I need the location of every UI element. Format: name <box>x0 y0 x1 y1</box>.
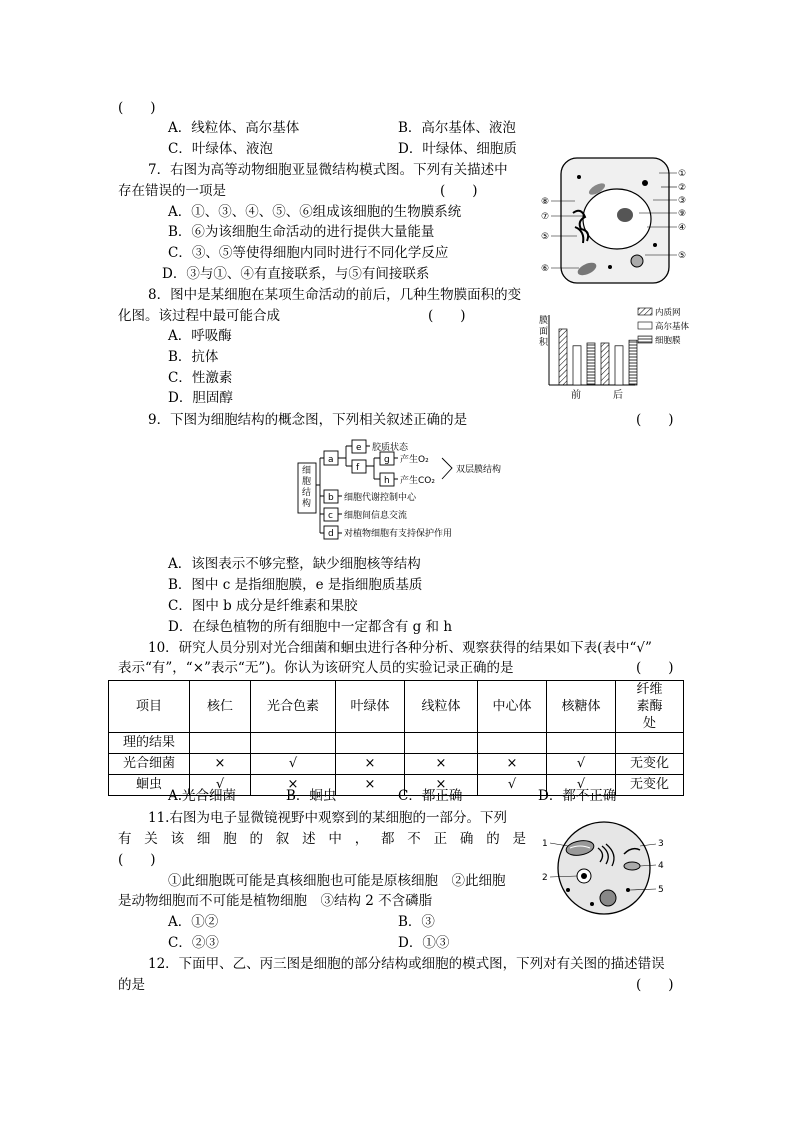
q8-stem-2: 化图。该过程中最可能合成 <box>118 308 280 324</box>
svg-text:3: 3 <box>658 839 664 849</box>
animal-cell-figure <box>535 155 695 290</box>
node-d: d <box>328 529 334 539</box>
chart-legend <box>638 307 690 346</box>
table-cell <box>405 733 478 754</box>
table-cell: 理的结果 <box>109 733 190 754</box>
legend-item-membrane: 细胞膜 <box>655 336 681 346</box>
q11-option-d: D．①③ <box>398 935 450 951</box>
svg-text:④: ④ <box>678 223 687 233</box>
q7-option-a: A．①、③、④、⑤、⑥组成该细胞的生物膜系统 <box>168 204 462 220</box>
q10-option-d: D．都不正确 <box>538 788 617 804</box>
table-cell: √ <box>547 754 616 775</box>
bar-1-0 <box>573 346 581 385</box>
q8-paren: ( ) <box>428 308 466 324</box>
q8-option-a: A．呼吸酶 <box>168 328 232 344</box>
bar-0-0 <box>559 329 567 385</box>
q11-option-b: B．③ <box>398 914 435 930</box>
table-cell: × <box>251 775 336 796</box>
node-b: b <box>328 493 334 503</box>
q12-stem-2: 的是 <box>118 977 145 993</box>
concept-root <box>302 465 311 509</box>
svg-text:2: 2 <box>542 873 548 883</box>
q6-option-c: C．叶绿体、液泡 <box>168 141 273 157</box>
q7-stem-2: 存在错误的一项是 <box>118 183 226 199</box>
q9-stem: 9．下图为细胞结构的概念图，下列相关叙述正确的是 <box>148 412 468 428</box>
table-cell <box>478 733 547 754</box>
table-cell: 光合细菌 <box>109 754 190 775</box>
table-cell: √ <box>190 775 251 796</box>
x-tick-before: 前 <box>571 390 581 401</box>
node-a: a <box>328 455 334 465</box>
h-desc: 产生CO₂ <box>400 476 435 486</box>
svg-text:细: 细 <box>302 466 312 476</box>
header-cell: 中心体 <box>478 681 547 733</box>
table-cell <box>616 733 684 754</box>
table-cell: × <box>190 754 251 775</box>
table-cell: 无变化 <box>616 775 684 796</box>
bar-1-1 <box>615 346 623 385</box>
svg-text:结: 结 <box>302 488 312 498</box>
q7-option-c: C．③、⑤等使得细胞内同时进行不同化学反应 <box>168 245 449 261</box>
nucleolus <box>617 208 633 222</box>
q6-option-b: B．高尔基体、液泡 <box>398 120 516 136</box>
bar-0-1 <box>601 343 609 385</box>
b-desc: 细胞代谢控制中心 <box>344 493 417 503</box>
table-cell: √ <box>547 775 616 796</box>
table-cell: √ <box>251 754 336 775</box>
header-cell: 叶绿体 <box>336 681 405 733</box>
q6-paren: ( ) <box>118 100 156 116</box>
table-cell <box>251 733 336 754</box>
q8-option-b: B．抗体 <box>168 349 219 365</box>
q9-option-b: B．图中 c 是指细胞膜，e 是指细胞质基质 <box>168 577 423 593</box>
table-header-row <box>109 681 684 733</box>
q11-stem-2: 有关该细胞的叙述中，都不正确的是 <box>118 831 526 847</box>
node-g: g <box>384 455 390 465</box>
q7-option-d: D．③与①、④有直接联系，与⑤有间接联系 <box>162 266 430 282</box>
table-cell: × <box>336 754 405 775</box>
q10-option-b: B．蛔虫 <box>286 788 337 804</box>
q7-option-b: B．⑥为该细胞生命活动的进行提供大量能量 <box>168 224 435 240</box>
table-row <box>109 754 684 775</box>
svg-text:⑤: ⑤ <box>678 251 687 261</box>
table-cell: × <box>336 775 405 796</box>
header-cell: 线粒体 <box>405 681 478 733</box>
q8-stem-1: 8．图中是某细胞在某项生命活动的前后，几种生物膜面积的变 <box>148 287 522 303</box>
q6-option-a: A．线粒体、高尔基体 <box>168 120 300 136</box>
svg-text:胞: 胞 <box>302 477 312 487</box>
table-row <box>109 733 684 754</box>
gh-desc: 双层膜结构 <box>456 465 502 475</box>
y-axis-label <box>539 314 549 348</box>
q10-stem-2: 表示“有”，“×”表示“无”)。你认为该研究人员的实验记录正确的是 <box>118 660 514 676</box>
cell-structure-concept-map <box>296 435 536 545</box>
q11-stem-1: 11.右图为电子显微镜视野中观察到的某细胞的一部分。下列 <box>148 810 507 826</box>
nucleus <box>583 189 651 249</box>
q12-stem-1: 12．下面甲、乙、丙三图是细胞的部分结构或细胞的模式图，下列对有关图的描述错误 <box>148 956 665 972</box>
q12-paren: ( ) <box>636 977 674 993</box>
table-cell: 蛔虫 <box>109 775 190 796</box>
svg-text:⑨: ⑨ <box>678 209 687 219</box>
q9-option-d: D．在绿色植物的所有细胞中一定都含有 g 和 h <box>168 619 453 635</box>
header-cell: 光合色素 <box>251 681 336 733</box>
q10-option-c: C．都正确 <box>398 788 463 804</box>
legend-item-er: 内质网 <box>655 308 681 318</box>
experiment-table <box>108 680 684 796</box>
svg-text:③: ③ <box>678 196 687 206</box>
bar-2-1 <box>629 340 637 385</box>
header-cell: 项目 <box>109 681 190 733</box>
svg-text:⑦: ⑦ <box>541 212 550 222</box>
legend-item-golgi: 高尔基体 <box>655 322 690 332</box>
q11-statement-2: 是动物细胞而不可能是植物细胞 ③结构 2 不含磷脂 <box>118 893 433 909</box>
electron-micrograph-figure <box>540 818 670 918</box>
g-desc: 产生O₂ <box>400 455 429 465</box>
q7-stem-1: 7．右图为高等动物细胞亚显微结构模式图。下列有关描述中 <box>148 162 508 178</box>
table-cell <box>190 733 251 754</box>
node-h: h <box>384 476 390 486</box>
q11-paren: ( ) <box>118 852 156 868</box>
q11-option-c: C．②③ <box>168 935 219 951</box>
node-c: c <box>328 511 333 521</box>
table-cell: × <box>478 754 547 775</box>
q9-option-c: C．图中 b 成分是纤维素和果胶 <box>168 598 358 614</box>
table-cell <box>547 733 616 754</box>
table-cell: 无变化 <box>616 754 684 775</box>
header-cell: 核仁 <box>190 681 251 733</box>
svg-text:1: 1 <box>542 839 548 849</box>
q10-paren: ( ) <box>636 660 674 676</box>
svg-text:5: 5 <box>658 885 664 895</box>
node-f: f <box>356 463 360 473</box>
svg-text:积: 积 <box>539 338 549 348</box>
header-cell: 纤维素酶处 <box>616 681 684 733</box>
membrane-area-chart <box>535 305 705 405</box>
d-desc: 对植物细胞有支持保护作用 <box>344 529 453 539</box>
table-cell <box>336 733 405 754</box>
svg-text:膜: 膜 <box>539 316 549 326</box>
q8-option-d: D．胆固醇 <box>168 390 233 406</box>
header-cell: 核糖体 <box>547 681 616 733</box>
table-cell: × <box>405 775 478 796</box>
q6-option-d: D．叶绿体、细胞质 <box>398 141 517 157</box>
e-desc: 胶质状态 <box>372 443 409 453</box>
svg-text:①: ① <box>678 169 687 179</box>
q11-statement-1: ①此细胞既可能是真核细胞也可能是原核细胞 ②此细胞 <box>168 873 506 889</box>
svg-text:⑧: ⑧ <box>541 197 550 207</box>
q7-paren: ( ) <box>440 183 478 199</box>
svg-text:⑥: ⑥ <box>541 264 550 274</box>
q8-option-c: C．性激素 <box>168 370 233 386</box>
c-desc: 细胞间信息交流 <box>344 511 408 521</box>
svg-text:4: 4 <box>658 861 664 871</box>
svg-text:构: 构 <box>302 499 312 509</box>
table-cell: × <box>405 754 478 775</box>
svg-text:②: ② <box>678 183 687 193</box>
x-tick-after: 后 <box>613 390 623 401</box>
q9-paren: ( ) <box>636 412 674 428</box>
bar-2-0 <box>587 343 595 385</box>
q9-option-a: A．该图表示不够完整，缺少细胞核等结构 <box>168 556 421 572</box>
q10-option-a: A.光合细菌 <box>168 788 237 804</box>
node-e: e <box>356 443 362 453</box>
svg-text:⑤: ⑤ <box>541 232 550 242</box>
svg-text:面: 面 <box>539 327 549 337</box>
table-cell: √ <box>478 775 547 796</box>
q11-option-a: A．①② <box>168 914 219 930</box>
q10-stem-1: 10．研究人员分别对光合细菌和蛔虫进行各种分析、观察获得的结果如下表(表中“√” <box>148 640 652 656</box>
